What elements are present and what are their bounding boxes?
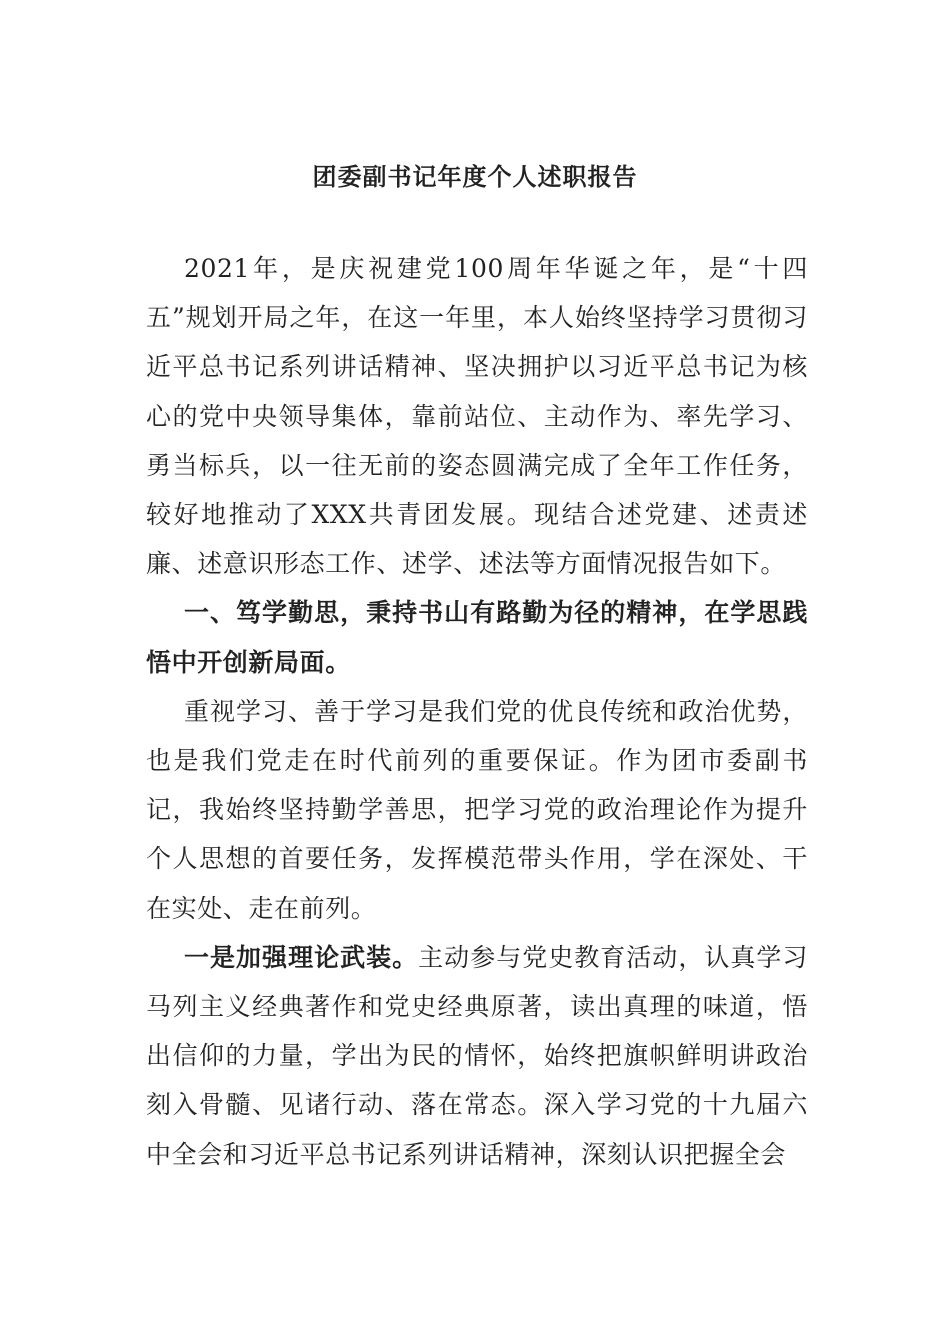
section-heading-1: 一、笃学勤思，秉持书山有路勤为径的精神，在学思践悟中开创新局面。	[146, 598, 808, 677]
paragraph-study: 重视学习、善于学习是我们党的优良传统和政治优势，也是我们党走在时代前列的重要保证。作为团市委副书记，我始终坚持勤学善思，把学习党的政治理论作为提升个人思想的首要任务，发挥模范带头作用，学在深处、干在实处、走在前列。	[146, 696, 808, 923]
document-title: 团委副书记年度个人述职报告	[312, 162, 638, 191]
document-body	[146, 244, 808, 1179]
paragraph-lead-text: 一是加强理论武装。	[184, 942, 419, 972]
paragraph-body-text: 主动参与党史教育活动，认真学习马列主义经典著作和党史经典原著，读出真理的味道，悟出信仰的力量，学出为民的情怀，始终把旗帜鲜明讲政治刻入骨髓、见诸行动、落在常态。深入学习党的十九届六中全会和习近平总书记系列讲话精神，深刻认识把握全会	[146, 942, 808, 1169]
paragraph-intro: 2021年，是庆祝建党100周年华诞之年，是“十四五”规划开局之年，在这一年里，本人始终坚持学习贯彻习近平总书记系列讲话精神、坚决拥护以习近平总书记为核心的党中央领导集体，靠前站位、主动作为、率先学习、勇当标兵，以一往无前的姿态圆满完成了全年工作任务，较好地推动了XXX共青团发展。现结合述党建、述责述廉、述意识形态工作、述学、述法等方面情况报告如下。	[146, 254, 808, 579]
paragraph-theory	[146, 933, 808, 1179]
